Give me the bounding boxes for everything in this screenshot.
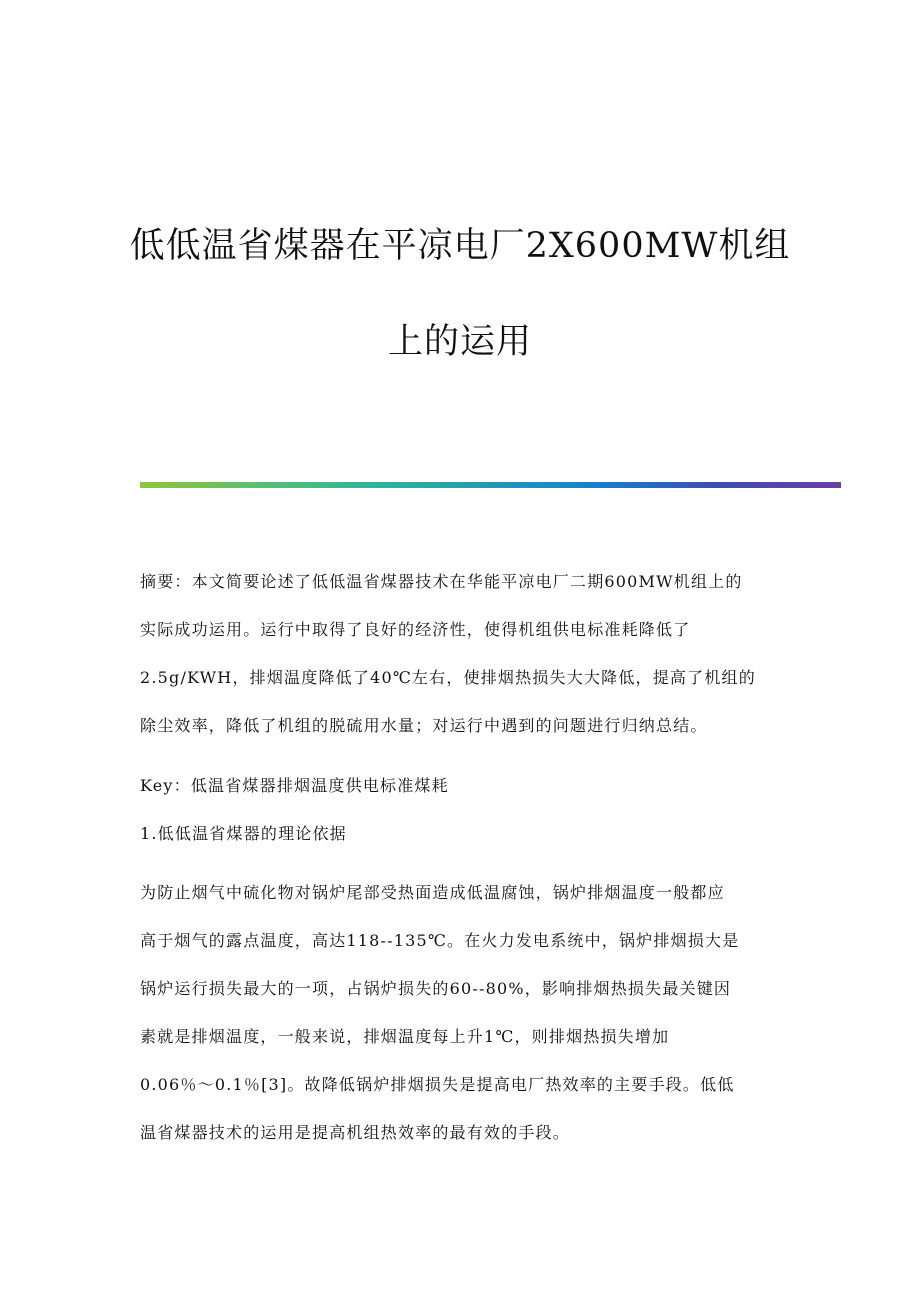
title-divider — [140, 482, 841, 488]
body-line: 锅炉运行损失最大的一项，占锅炉损失的60--80%，影响排烟热损失最关键因 — [140, 979, 732, 998]
abstract-line: 摘要：本文简要论述了低低温省煤器技术在华能平凉电厂二期600MW机组上的 — [140, 572, 743, 591]
abstract-line: 2.5g/KWH，排烟温度降低了40℃左右，使排烟热损失大大降低，提高了机组的 — [140, 668, 756, 687]
document-title-line-1: 低低温省煤器在平凉电厂2X600MW机组 — [129, 226, 791, 266]
section-heading: 1.低低温省煤器的理论依据 — [140, 824, 347, 843]
abstract-line: 实际成功运用。运行中取得了良好的经济性，使得机组供电标准耗降低了 — [140, 620, 691, 639]
body-line: 温省煤器技术的运用是提高机组热效率的最有效的手段。 — [140, 1123, 571, 1142]
keywords: Key：低温省煤器排烟温度供电标准煤耗 — [140, 776, 449, 795]
body-line: 为防止烟气中硫化物对锅炉尾部受热面造成低温腐蚀，锅炉排烟温度一般都应 — [140, 883, 725, 902]
body-line: 0.06％～0.1％[3]。故降低锅炉排烟损失是提高电厂热效率的主要手段。低低 — [140, 1075, 735, 1094]
abstract-line: 除尘效率，降低了机组的脱硫用水量；对运行中遇到的问题进行归纳总结。 — [140, 716, 708, 735]
body-line: 素就是排烟温度，一般来说，排烟温度每上升1℃，则排烟热损失增加 — [140, 1027, 670, 1046]
body-line: 高于烟气的露点温度，高达118--135℃。在火力发电系统中，锅炉排烟损大是 — [140, 931, 740, 950]
document-title-line-2: 上的运用 — [387, 322, 532, 362]
